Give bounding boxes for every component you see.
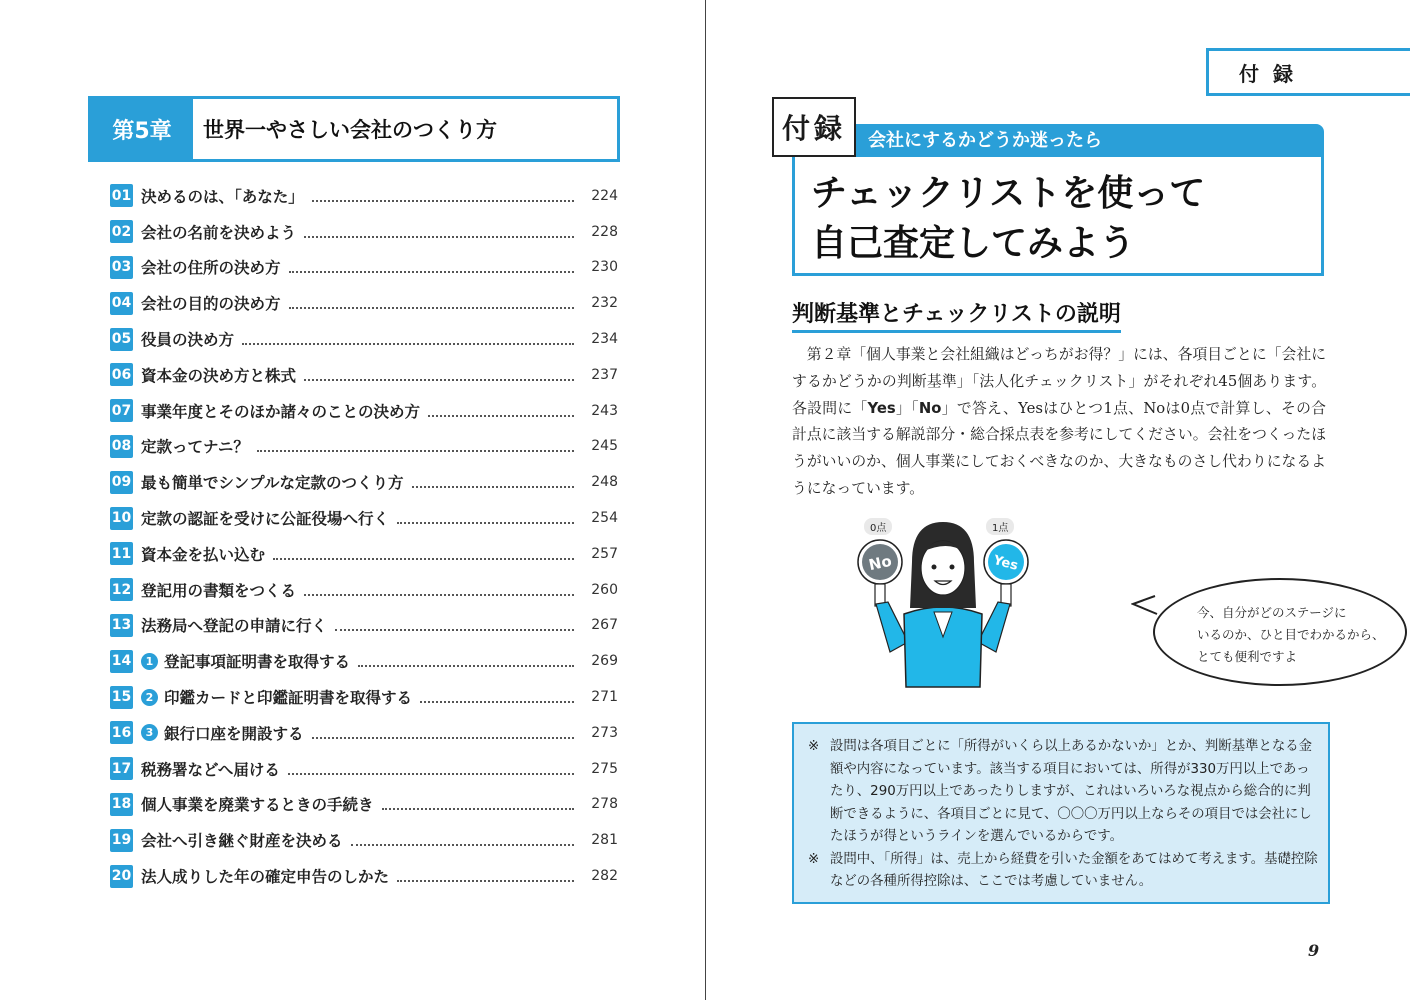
circled-number-icon: 2 [141, 689, 158, 706]
toc-leader-dots [289, 271, 574, 273]
toc-row [110, 715, 618, 751]
speech-line-2: いるのか、ひと目でわかるから、 [1197, 627, 1385, 642]
illustration [846, 512, 1385, 692]
woman-figure [846, 512, 1146, 692]
speech-tail [1131, 592, 1171, 622]
toc-number-badge: 18 [110, 793, 133, 816]
yes-points-label: 1点 [986, 518, 1014, 535]
circled-number-icon: 1 [141, 653, 158, 670]
toc-title: 法人成りした年の確定申告のしかた [141, 868, 390, 887]
toc-title: 登記事項証明書を取得する [164, 653, 351, 672]
subtitle-band: 会社にするかどうか迷ったら [854, 124, 1324, 154]
toc-number-badge: 11 [110, 542, 133, 565]
toc-row [110, 643, 618, 679]
toc-row [110, 178, 618, 214]
toc-title: 定款ってナニ？ [141, 438, 249, 457]
toc-leader-dots [335, 629, 574, 631]
toc-row [110, 572, 618, 608]
toc-leader-dots [428, 415, 574, 417]
body-text-pre: 第２章「個人事業と会社組織はどっちがお得？」には、各項目ごとに「会社にするかどうかの判断基準」「法人化チェックリスト」がそれぞれ45個あります。各設問に「 [792, 346, 1326, 417]
toc-row [110, 321, 618, 357]
toc-title: 会社の名前を決めよう [141, 223, 297, 242]
toc-leader-dots [242, 343, 574, 345]
toc-leader-dots [289, 307, 574, 309]
toc-title: 法務局へ登記の申請に行く [141, 617, 328, 636]
toc-number-badge: 03 [110, 256, 133, 279]
body-paragraph [792, 342, 1326, 503]
toc-leader-dots [420, 701, 574, 703]
toc-title: 決めるのは、「あなた」 [141, 187, 304, 206]
toc-row [110, 787, 618, 823]
right-page [706, 0, 1410, 1000]
toc-leader-dots [312, 200, 574, 202]
toc-title: 銀行口座を開設する [164, 724, 304, 743]
toc-row [110, 679, 618, 715]
body-yes: Yes [867, 399, 896, 417]
toc-page-number: 254 [591, 510, 618, 527]
speech-line-1: 今、自分がどのステージに [1197, 605, 1347, 620]
note-item [808, 736, 1318, 849]
toc-page-number: 281 [591, 832, 618, 849]
note-text: 設問中、「所得」は、売上から経費を引いた金額をあてはめて考えます。基礎控除などの各種所得控除は、ここでは考慮していません。 [830, 851, 1318, 889]
note-mark: ※ [808, 739, 820, 754]
no-sign-text: No [867, 551, 894, 575]
toc-page-number: 228 [591, 223, 618, 240]
toc-page-number: 224 [591, 187, 618, 204]
toc-row [110, 858, 618, 894]
toc-page-number: 275 [591, 760, 618, 777]
toc-number-badge: 15 [110, 686, 133, 709]
toc-page-number: 260 [591, 581, 618, 598]
toc-title: 役員の決め方 [141, 331, 235, 350]
main-title-line-1: チェックリストを使って [811, 173, 1206, 214]
toc-page-number: 269 [591, 653, 618, 670]
toc-row [110, 429, 618, 465]
table-of-contents [110, 178, 618, 894]
note-box [792, 722, 1330, 904]
toc-title: 個人事業を廃業するときの手続き [141, 796, 374, 815]
speech-bubble [1153, 578, 1407, 686]
toc-leader-dots [304, 594, 574, 596]
body-no: No [918, 399, 942, 417]
toc-title: 定款の認証を受けに公証役場へ行く [141, 510, 390, 529]
note-item [808, 849, 1318, 894]
toc-page-number: 267 [591, 617, 618, 634]
circled-number-icon: 3 [141, 724, 158, 741]
toc-row [110, 751, 618, 787]
toc-page-number: 257 [591, 545, 618, 562]
toc-row [110, 500, 618, 536]
main-title-box [792, 154, 1324, 276]
chapter-header [88, 96, 620, 162]
toc-leader-dots [358, 665, 574, 667]
toc-title: 登記用の書類をつくる [141, 581, 297, 600]
toc-title: 事業年度とそのほか諸々のことの決め方 [141, 402, 421, 421]
note-mark: ※ [808, 851, 820, 867]
toc-page-number: 234 [591, 331, 618, 348]
toc-page-number: 237 [591, 366, 618, 383]
toc-leader-dots [351, 844, 574, 846]
toc-leader-dots [397, 522, 574, 524]
toc-number-badge: 09 [110, 471, 133, 494]
yes-sign-text: Yes [991, 552, 1020, 574]
toc-number-badge: 07 [110, 399, 133, 422]
toc-leader-dots [397, 880, 574, 882]
body-text-post: 」で答え、Yesはひとつ1点、Noは0点で計算し、その合計点に該当する解説部分・総合採点表を参考にしてください。会社をつくったほうがいいのか、個人事業にしておくべきなのか、大きなものさし代わりになるようになっています。 [792, 399, 1326, 497]
toc-leader-dots [304, 379, 574, 381]
toc-title: 資本金を払い込む [141, 545, 266, 564]
page-number: 9 [1308, 941, 1320, 960]
toc-number-badge: 01 [110, 184, 133, 207]
toc-page-number: 230 [591, 259, 618, 276]
toc-number-badge: 12 [110, 578, 133, 601]
toc-row [110, 608, 618, 644]
toc-row [110, 464, 618, 500]
section-heading: 判断基準とチェックリストの説明 [792, 297, 1121, 333]
toc-leader-dots [273, 558, 574, 560]
toc-number-badge: 20 [110, 865, 133, 888]
toc-page-number: 245 [591, 438, 618, 455]
toc-leader-dots [304, 236, 574, 238]
toc-row [110, 357, 618, 393]
toc-page-number: 271 [591, 689, 618, 706]
toc-page-number: 278 [591, 796, 618, 813]
chapter-title: 世界一やさしい会社のつくり方 [203, 118, 497, 142]
toc-row [110, 822, 618, 858]
toc-row [110, 250, 618, 286]
toc-number-badge: 08 [110, 435, 133, 458]
section-tab: 付録 [1206, 48, 1410, 96]
toc-leader-dots [412, 486, 575, 488]
toc-title: 会社へ引き継ぐ財産を決める [141, 832, 343, 851]
toc-title: 最も簡単でシンプルな定款のつくり方 [141, 474, 404, 493]
toc-number-badge: 05 [110, 328, 133, 351]
toc-page-number: 248 [591, 474, 618, 491]
body-text-mid: 」「 [895, 399, 919, 417]
toc-row [110, 285, 618, 321]
toc-number-badge: 14 [110, 650, 133, 673]
toc-title: 資本金の決め方と株式 [141, 366, 297, 385]
toc-page-number: 232 [591, 295, 618, 312]
toc-number-badge: 02 [110, 220, 133, 243]
toc-number-badge: 04 [110, 292, 133, 315]
chapter-number: 第5章 [91, 99, 193, 159]
toc-number-badge: 06 [110, 363, 133, 386]
toc-page-number: 273 [591, 724, 618, 741]
toc-leader-dots [312, 737, 574, 739]
toc-number-badge: 19 [110, 829, 133, 852]
speech-line-3: とても便利ですよ [1197, 649, 1298, 664]
toc-row [110, 393, 618, 429]
toc-title: 印鑑カードと印鑑証明書を取得する [164, 689, 413, 708]
toc-title: 会社の目的の決め方 [141, 295, 281, 314]
toc-row [110, 214, 618, 250]
toc-title: 税務署などへ届ける [141, 760, 280, 779]
toc-leader-dots [382, 808, 574, 810]
note-text: 設問は各項目ごとに「所得がいくら以上あるかないか」とか、判断基準となる金額や内容になっています。該当する項目においては、所得が330万円以上であったり、290万円以上であったりしますが、これはいろいろな視点から総合的に判断できるように、各項目ごとに見て、〇〇〇万円以上ならその項目では会社にしたほうが得というラインを選んでいるからです。 [830, 739, 1313, 844]
toc-title: 会社の住所の決め方 [141, 259, 281, 278]
toc-leader-dots [257, 450, 574, 452]
toc-page-number: 243 [591, 402, 618, 419]
appendix-label: 付録 [772, 97, 856, 157]
no-points-label: 0点 [864, 518, 892, 535]
toc-number-badge: 10 [110, 507, 133, 530]
toc-number-badge: 17 [110, 757, 133, 780]
main-title-line-2: 自己査定してみよう [811, 223, 1136, 264]
toc-leader-dots [288, 773, 574, 775]
toc-number-badge: 16 [110, 721, 133, 744]
toc-row [110, 536, 618, 572]
toc-number-badge: 13 [110, 614, 133, 637]
toc-page-number: 282 [591, 868, 618, 885]
